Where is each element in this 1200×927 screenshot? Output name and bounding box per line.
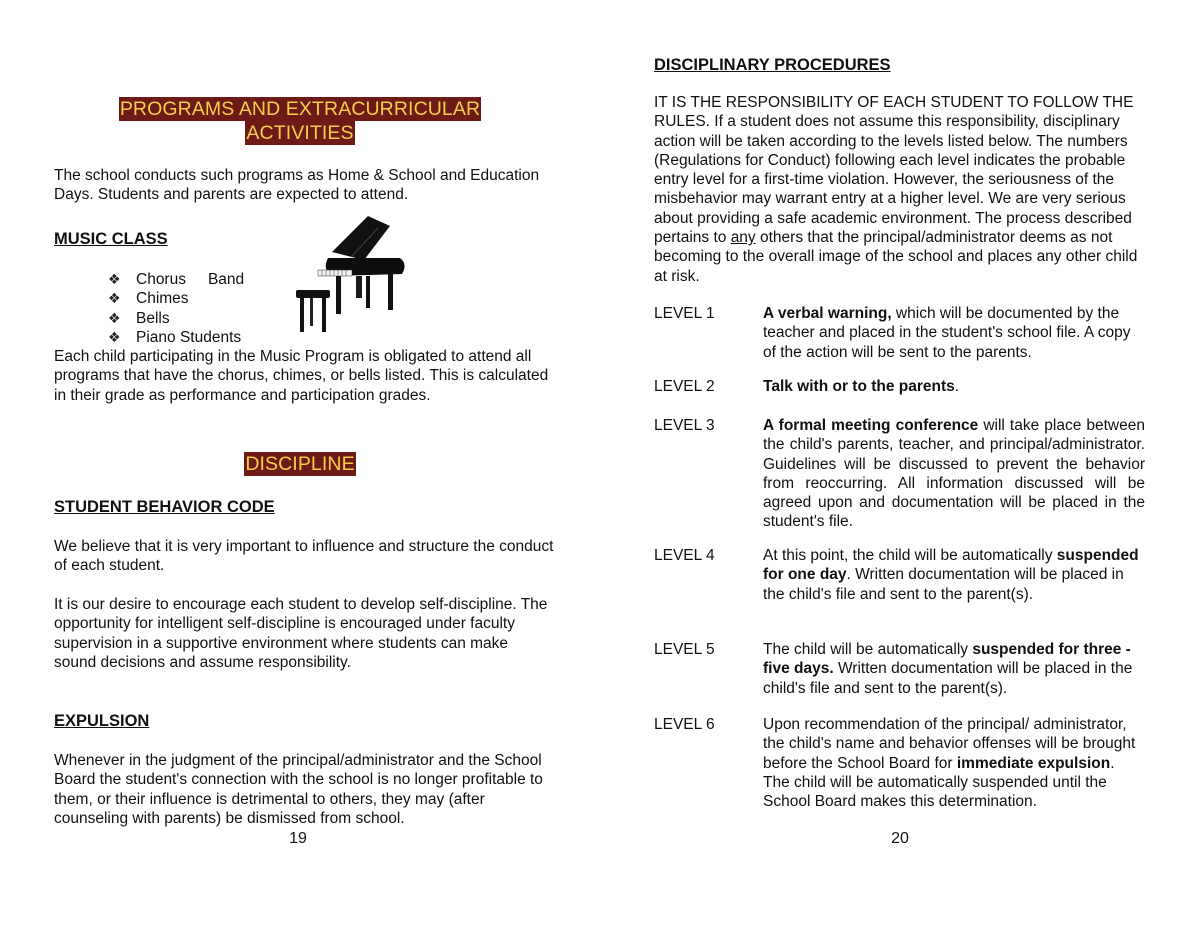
music-item-bells: Bells <box>136 309 170 327</box>
level-5-text <box>763 640 1145 698</box>
right-page <box>600 0 1200 927</box>
level-4-pre: At this point, the child will be automatically <box>763 547 1057 564</box>
level-2-bold: Talk with or to the parents <box>763 378 955 395</box>
level-6-pre: Upon recommendation of the principal/ administrator, the child's name and behavior offenses will be brought before the School Board for <box>763 716 1136 772</box>
discipline-title <box>0 452 600 476</box>
level-4-text <box>763 546 1145 604</box>
page-number: 19 <box>289 830 307 847</box>
music-item-band: Band <box>207 271 245 288</box>
music-class-heading: MUSIC CLASS <box>54 230 168 248</box>
disciplinary-procedures-heading: DISCIPLINARY PROCEDURES <box>654 56 891 74</box>
music-items-list <box>108 270 244 347</box>
level-2-label: LEVEL 2 <box>654 378 715 395</box>
music-item-chimes: Chimes <box>136 290 189 308</box>
music-paragraph: Each child participating in the Music Program is obligated to attend all programs that have the chorus, chimes, or bells listed. This is calculated in their grade as performance and participation grades. <box>54 348 549 404</box>
page-number: 20 <box>891 830 909 847</box>
level-5-bold: suspended for three - five days. <box>763 641 1131 678</box>
level-6-bold: immediate expulsion <box>956 754 1111 772</box>
level-3-label: LEVEL 3 <box>654 417 715 434</box>
programs-paragraph: The school conducts such programs as Home & School and Education Days. Students and parents are expected to attend. <box>54 167 540 204</box>
level-6-text <box>763 715 1145 811</box>
expulsion-heading: EXPULSION <box>54 712 150 730</box>
level-6-post: . The child will be automatically suspended until the School Board makes this determination. <box>763 754 1115 811</box>
intro-text-part1: IT IS THE RESPONSIBILITY OF EACH STUDENT TO FOLLOW THE RULES. If a student does not assume this responsibility, disciplinary action will be taken according to the levels listed below. The numbers (Regulations for Conduct) following each level indicates the probable entry level for a first-time violation. However, the seriousness of the misbehavior may warrant entry at a higher level. We are very serious about providing a safe academic environment. The process described pertains to <box>654 94 1134 247</box>
list-item <box>108 328 244 347</box>
level-4-bold: suspended for one day <box>763 547 1139 584</box>
music-item-piano-students: Piano Students <box>136 328 242 346</box>
music-item-chorus: Chorus <box>136 271 186 288</box>
behavior-paragraph-1: We believe that it is very important to influence and structure the conduct of each student. <box>54 538 554 575</box>
discipline-title-text: DISCIPLINE <box>245 453 355 475</box>
level-3-bold: A formal meeting conference <box>763 417 979 434</box>
level-1-post: which will be documented by the teacher and placed in the student's school file. A copy of the action will be sent to the parents. <box>763 305 1131 361</box>
programs-title-line1: PROGRAMS AND EXTRACURRICULAR <box>119 98 481 120</box>
list-item <box>108 270 244 289</box>
student-behavior-code-heading: STUDENT BEHAVIOR CODE <box>54 498 275 516</box>
level-5-post: Written documentation will be placed in the child's file and sent to the parent(s). <box>763 660 1133 697</box>
level-1-label: LEVEL 1 <box>654 305 715 322</box>
grand-piano-icon <box>292 212 410 336</box>
level-6-label: LEVEL 6 <box>654 716 715 733</box>
behavior-paragraph-2: It is our desire to encourage each student to develop self-discipline. The opportunity for intelligent self-discipline is encouraged under faculty supervision in a supportive environment where students can make sound decisions and assume responsibility. <box>54 596 548 671</box>
list-item <box>108 289 244 308</box>
programs-title-line2: ACTIVITIES <box>246 122 354 144</box>
level-4-post: . Written documentation will be placed in the child's file and sent to the parent(s). <box>763 566 1124 603</box>
diamond-bullet-icon: ❖ <box>108 271 121 287</box>
level-4-label: LEVEL 4 <box>654 547 715 564</box>
programs-title <box>0 97 600 145</box>
level-5-label: LEVEL 5 <box>654 641 715 658</box>
level-2-text <box>763 377 1145 396</box>
level-3-text <box>763 416 1145 532</box>
level-1-text <box>763 304 1145 362</box>
diamond-bullet-icon: ❖ <box>108 309 121 326</box>
intro-underlined-word: any <box>730 229 756 247</box>
level-1-bold: A verbal warning, <box>763 305 892 322</box>
list-item <box>108 309 244 328</box>
level-5-pre: The child will be automatically <box>763 641 973 658</box>
procedures-intro-paragraph <box>654 93 1146 286</box>
intro-text-part2: others that the principal/administrator deems as not becoming to the overall image of the school and places any other child at risk. <box>654 229 1138 285</box>
level-3-post: will take place between the child's parents, teacher, and principal/administrator. Guidelines will be discussed to prevent the behavior from reoccurring. All information discussed will be agreed upon and documentation will be placed in the student's file. <box>763 417 1145 531</box>
level-2-post: . <box>954 378 960 395</box>
diamond-bullet-icon: ❖ <box>108 328 121 345</box>
expulsion-paragraph: Whenever in the judgment of the principal/administrator and the School Board the student's connection with the school is no longer profitable to them, or their influence is detrimental to others, they may (after counseling with parents) be dismissed from school. <box>54 752 543 827</box>
diamond-bullet-icon: ❖ <box>108 290 121 307</box>
